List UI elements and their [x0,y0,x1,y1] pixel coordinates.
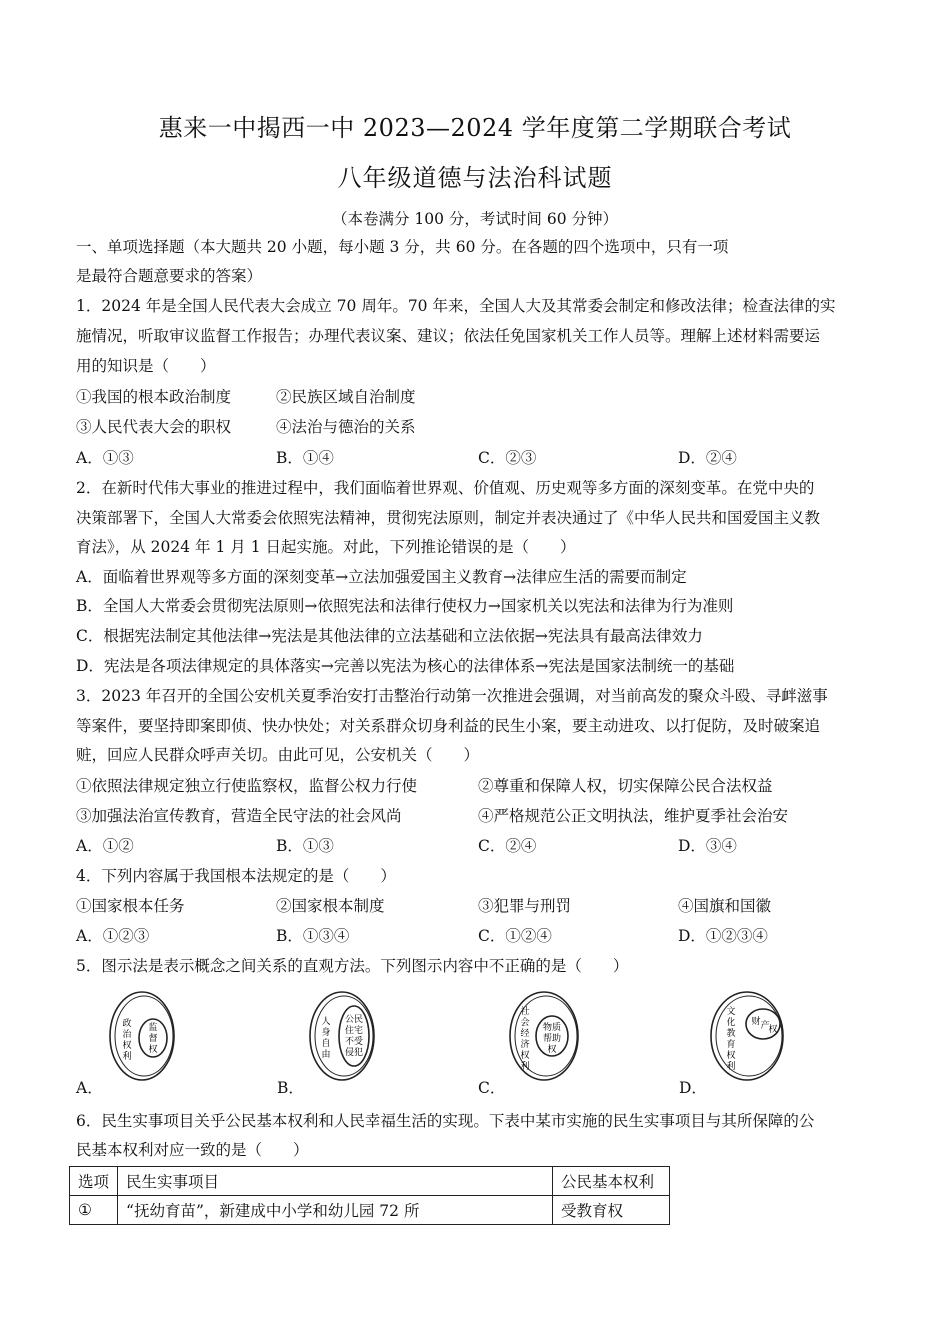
q5-fig-d-inner-1: 财 [751,1017,761,1027]
q5-fig-c-outer-1: 社 [520,1007,530,1017]
q5-fig-d-outer-3: 教 [726,1029,736,1039]
q5-fig-b-label: B． [277,1079,304,1097]
q5-fig-b-inner-1: 公民 [344,1015,364,1025]
q5-fig-d-outer-4: 育 [726,1040,736,1050]
q1-stem-line1: 1．2024 年是全国人民代表大会成立 70 周年。70 年来，全国人大及其常委会制定和修改法律；检查法律的实 [76,297,836,315]
q5-fig-d-label: D． [679,1079,707,1097]
q5-fig-d-outer-6: 利 [726,1062,736,1072]
q1-stem-line2: 施情况，听取审议监督工作报告；办理代表议案、建议；依法任免国家机关工作人员等。理解上述材料需要运 [76,327,821,345]
q5-fig-c-inner-3: 权 [547,1045,557,1055]
q5-fig-a-diagram [100,990,210,1086]
q5-fig-c-label: C． [478,1079,506,1097]
q5-fig-c-outer-4: 济 [520,1040,530,1050]
q5-fig-d-outer-2: 化 [726,1018,736,1028]
q5-fig-a-outer-2: 治 [122,1030,132,1040]
q4-statement-1: ①国家根本任务 [76,897,185,915]
q4-statements [76,895,876,917]
q4-option-a: A．①②③ [76,927,150,945]
q6-header-project: 民生实事项目 [118,1167,553,1196]
q2-option-c: C．根据宪法制定其他法律→宪法是其他法律的立法基础和立法依据→宪法具有最高法律效力 [76,627,703,645]
q5-fig-d-diagram [703,990,813,1086]
q5-fig-c-diagram [502,990,612,1086]
q1-statements-row1 [76,386,876,408]
exam-subtitle: 八年级道德与法治科试题 [337,164,613,192]
q3-option-a: A．①② [76,837,134,855]
q5-fig-b-inner-3: 不受 [344,1037,364,1047]
q5-fig-c-inner-1: 物质 [542,1023,562,1033]
q1-option-d: D．②④ [678,449,737,467]
q5-fig-b-inner-4: 侵犯 [344,1048,364,1058]
q1-option-c: C．②③ [478,449,537,467]
q5-stem: 5．图示法是表示概念之间关系的直观方法。下列图示内容中不正确的是（ ） [76,957,629,975]
exam-note: （本卷满分 100 分，考试时间 60 分钟） [331,210,619,228]
q5-fig-a-outer-1: 政 [122,1019,132,1029]
q5-fig-c-inner-2: 帮助 [542,1034,562,1044]
q6-row1-right: 受教育权 [553,1196,670,1225]
q4-statement-2: ②国家根本制度 [276,897,385,915]
q2-stem-line2: 决策部署下，全国人大常委会依照宪法精神，贯彻宪法原则，制定并表决通过了《中华人民共和国爱国主义教 [76,509,821,527]
q2-stem-line1: 2．在新时代伟大事业的推进过程中，我们面临着世界观、价值观、历史观等多方面的深刻变革。在党中央的 [76,479,815,497]
q5-fig-a-inner-3: 权 [148,1045,158,1055]
q2-option-b: B．全国人大常委会贯彻宪法原则→依照宪法和法律行使权力→国家机关以宪法和法律为行为准则 [76,597,734,615]
q5-fig-a-label: A． [76,1079,103,1097]
q3-statement-2: ②尊重和保障人权，切实保障公民合法权益 [478,777,773,795]
q3-stem-line2: 等案件，要坚持即案即侦、快办快处；对关系群众切身利益的民生小案，要主动进攻、以打促防，及时破案追 [76,717,821,735]
q5-fig-d-outer-5: 权 [726,1051,736,1061]
q3-options [76,835,876,857]
q5-fig-c-outer-6: 利 [520,1062,530,1072]
q3-statement-3: ③加强法治宣传教育，营造全民守法的社会风尚 [76,807,402,825]
q1-options [76,447,876,469]
q6-table-header-row [70,1167,670,1196]
q4-stem: 4．下列内容属于我国根本法规定的是（ ） [76,867,396,885]
section-heading-line2: 是最符合题意要求的答案） [76,267,263,285]
q3-statements-row2 [76,805,876,827]
q2-stem-line3: 育法》，从 2024 年 1 月 1 日起实施。对此，下列推论错误的是（ ） [76,538,576,556]
q5-fig-d-inner-3: 权 [768,1025,778,1035]
q5-fig-c-outer-2: 会 [520,1018,530,1028]
q4-option-c: C．①②④ [478,927,552,945]
q1-option-b: B．①④ [276,449,334,467]
q3-option-b: B．①③ [276,837,334,855]
q1-statement-3: ③人民代表大会的职权 [76,418,232,436]
q2-option-a: A．面临着世界观等多方面的深刻变革→立法加强爱国主义教育→法律应生活的需要而制定 [76,568,687,586]
section-heading-line1: 一、单项选择题（本大题共 20 小题，每小题 3 分，共 60 分。在各题的四个选项中，只有一项 [76,238,729,256]
q5-fig-a-inner-2: 督 [148,1034,158,1044]
q6-row1-project: “抚幼育苗”，新建成中小学和幼儿园 72 所 [118,1196,553,1225]
q4-statement-3: ③犯罪与刑罚 [478,897,572,915]
q5-fig-c-outer-5: 权 [520,1051,530,1061]
q2-option-d: D．宪法是各项法律规定的具体落实→完善以宪法为核心的法律体系→宪法是国家法制统一的基础 [76,657,735,675]
q1-option-a: A．①③ [76,449,134,467]
q6-header-right: 公民基本权利 [553,1167,670,1196]
q5-fig-b-outer-3: 自 [321,1039,331,1049]
q6-header-option: 选项 [70,1167,118,1196]
q5-fig-b-outer-2: 身 [321,1028,331,1038]
q3-stem-line3: 赃，回应人民群众呼声关切。由此可见，公安机关（ ） [76,746,480,764]
q4-option-d: D．①②③④ [678,927,768,945]
q6-stem-line1: 6．民生实事项目关乎公民基本权利和人民幸福生活的实现。下表中某市实施的民生实事项目与其所保障的公 [76,1112,815,1130]
q6-table [69,1166,670,1225]
q1-statement-4: ④法治与德治的关系 [276,418,416,436]
q5-fig-b-outer-1: 人 [321,1017,331,1027]
q4-statement-4: ④国旗和国徽 [678,897,772,915]
q3-option-d: D．③④ [678,837,737,855]
q6-stem-line2: 民基本权利对应一致的是（ ） [76,1141,309,1159]
exam-title: 惠来一中揭西一中 2023—2024 学年度第二学期联合考试 [158,114,792,142]
q3-stem-line1: 3．2023 年召开的全国公安机关夏季治安打击整治行动第一次推进会强调，对当前高发的聚众斗殴、寻衅滋事 [76,687,828,705]
q1-statements-row2 [76,416,876,438]
q3-option-c: C．②④ [478,837,537,855]
q5-fig-d-inner-2: 产 [760,1021,770,1031]
q5-fig-c-outer-3: 经 [520,1029,530,1039]
q5-fig-b-inner-2: 住宅 [344,1026,364,1036]
q4-option-b: B．①③④ [276,927,350,945]
q5-fig-a-inner-1: 监 [148,1023,158,1033]
q3-statement-4: ④严格规范公正文明执法，维护夏季社会治安 [478,807,789,825]
q3-statements-row1 [76,775,876,797]
q5-fig-d-outer-1: 文 [726,1007,736,1017]
q5-fig-b-diagram [300,990,410,1086]
q4-options [76,925,876,947]
q5-fig-b-outer-4: 由 [321,1050,331,1060]
q1-stem-line3: 用的知识是（ ） [76,357,216,375]
q5-fig-a-outer-4: 利 [122,1052,132,1062]
q3-statement-1: ①依照法律规定独立行使监察权，监督公权力行使 [76,777,418,795]
q5-fig-a-outer-3: 权 [122,1041,132,1051]
q6-row1-option: ① [70,1196,118,1225]
table-row [70,1196,670,1225]
q1-statement-2: ②民族区域自治制度 [276,388,416,406]
q1-statement-1: ①我国的根本政治制度 [76,388,232,406]
